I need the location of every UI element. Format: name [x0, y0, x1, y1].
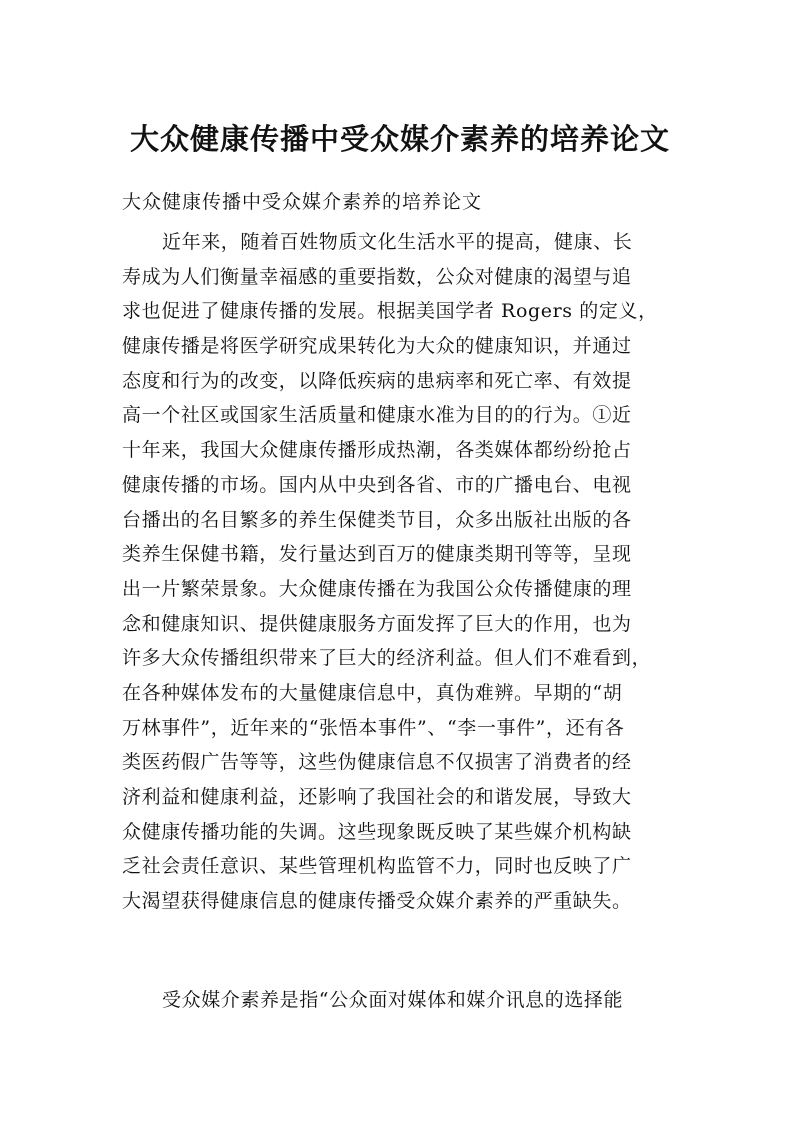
document-title: 大众健康传播中受众媒介素养的培养论文 [129, 122, 670, 157]
paragraph-line: 大渴望获得健康信息的健康传播受众媒介素养的严重缺失。 [122, 890, 632, 913]
paragraph-line: 求也促进了健康传播的发展。根据美国学者 Rogers 的定义， [122, 300, 658, 323]
paragraph-line: 众健康传播功能的失调。这些现象既反映了某些媒介机构缺 [122, 820, 632, 843]
paragraph-line: 寿成为人们衡量幸福感的重要指数，公众对健康的渴望与追 [122, 265, 632, 288]
paragraph-line: 出一片繁荣景象。大众健康传播在为我国公众传播健康的理 [122, 577, 632, 600]
paragraph-line: 近年来，随着百姓物质文化生活水平的提高，健康、长 [162, 231, 633, 253]
paragraph-line: 台播出的名目繁多的养生保健类节目，众多出版社出版的各 [122, 508, 632, 531]
paragraph-line: 乏社会责任意识、某些管理机构监管不力，同时也反映了广 [122, 855, 632, 878]
paragraph-line: 受众媒介素养是指“公众面对媒体和媒介讯息的选择能 [162, 989, 624, 1011]
paragraph-line: 健康传播是将医学研究成果转化为大众的健康知识，并通过 [122, 335, 632, 358]
body-paragraph-1 [122, 225, 702, 919]
paragraph-line: 类养生保健书籍，发行量达到百万的健康类期刊等等，呈现 [122, 543, 632, 566]
body-paragraph-2 [122, 983, 702, 1018]
paragraph-line: 在各种媒体发布的大量健康信息中，真伪难辨。早期的“胡 [122, 681, 623, 704]
paragraph-line: 高一个社区或国家生活质量和健康水准为目的的行为。①近 [122, 404, 632, 427]
paragraph-line: 万林事件”，近年来的“张悟本事件”、“李一事件”，还有各 [122, 716, 625, 739]
paragraph-line: 态度和行为的改变，以降低疾病的患病率和死亡率、有效提 [122, 369, 632, 392]
document-subtitle: 大众健康传播中受众媒介素养的培养论文 [122, 191, 483, 213]
paragraph-line: 类医药假广告等等，这些伪健康信息不仅损害了消费者的经 [122, 751, 632, 774]
paragraph-line: 济利益和健康利益，还影响了我国社会的和谐发展，导致大 [122, 786, 632, 808]
paragraph-line: 健康传播的市场。国内从中央到各省、市的广播电台、电视 [122, 473, 632, 496]
paragraph-line: 念和健康知识、提供健康服务方面发挥了巨大的作用，也为 [122, 612, 632, 635]
paragraph-line: 十年来，我国大众健康传播形成热潮，各类媒体都纷纷抢占 [122, 439, 632, 462]
paragraph-line: 许多大众传播组织带来了巨大的经济利益。但人们不难看到， [122, 647, 652, 670]
